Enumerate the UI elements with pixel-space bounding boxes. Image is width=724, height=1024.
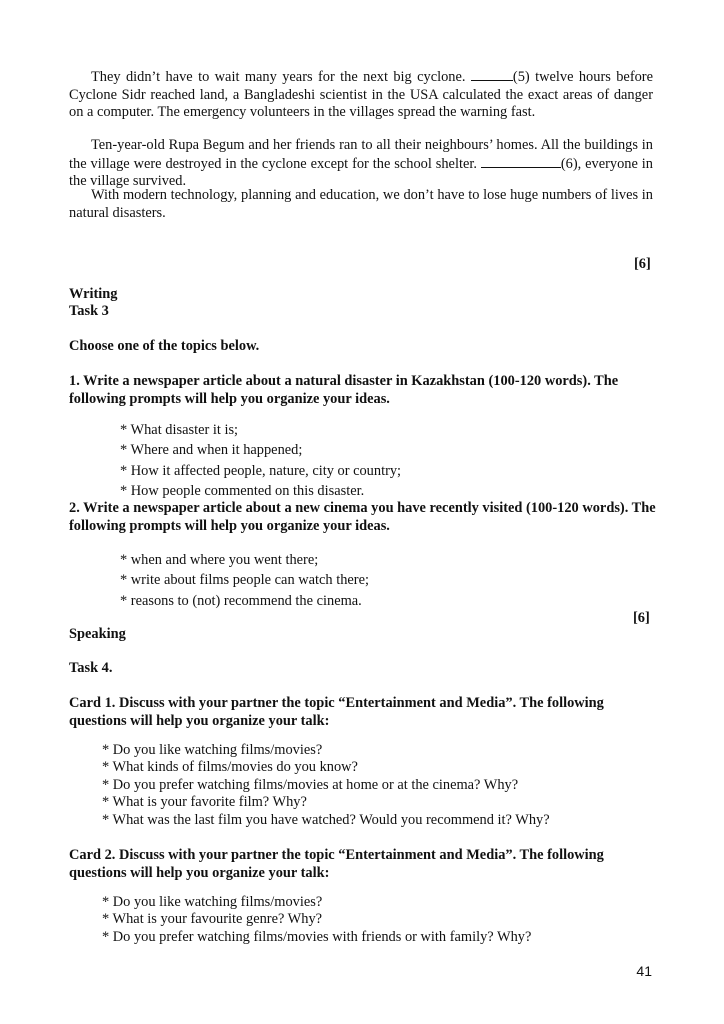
reading-paragraph-3 <box>69 187 653 222</box>
list-item: * What is your favorite film? Why? <box>102 794 307 811</box>
gap-5-blank <box>471 68 513 81</box>
para3-text: With modern technology, planning and education, we don’t have to lose huge numbers of lives in natural disasters. <box>69 187 653 221</box>
writing-mark: [6] <box>633 610 650 626</box>
writing-topic-1-prompt: 1. Write a newspaper article about a natural disaster in Kazakhstan (100-120 words). The following prompts will help you organize your ideas. <box>69 373 619 407</box>
list-item: * when and where you went there; <box>120 552 319 568</box>
list-item: * write about films people can watch there; <box>120 572 369 589</box>
page-number: 41 <box>636 963 652 979</box>
reading-paragraph-1 <box>69 68 653 122</box>
list-item: * What disaster it is; <box>120 422 239 438</box>
list-item: * Where and when it happened; <box>120 442 303 459</box>
para2-text-before: Ten-year-old Rupa Begum and her friends ran to all their neighbours’ homes. All the buildings in the village were destroyed in the cyclone except for the school shelter. <box>69 137 653 172</box>
list-item: * Do you prefer watching films/movies at home or at the cinema? Why? <box>102 776 519 793</box>
gap-6-blank <box>481 155 561 168</box>
writing-heading: Writing <box>69 286 118 302</box>
list-item: * What kinds of films/movies do you know? <box>102 759 358 776</box>
list-item: * What is your favourite genre? Why? <box>102 911 323 928</box>
list-item: * Do you like watching films/movies? <box>102 894 323 910</box>
list-item: * reasons to (not) recommend the cinema. <box>120 592 362 609</box>
para2-text-after: (6), everyone in the village survived. <box>69 155 653 189</box>
reading-mark: [6] <box>634 256 651 272</box>
writing-topic-2-prompt: 2. Write a newspaper article about a new cinema you have recently visited (100-120 words). The following prompts will help you organize your ideas. <box>69 500 656 534</box>
list-item: * How it affected people, nature, city or country; <box>120 462 402 479</box>
reading-paragraph-2 <box>69 137 653 191</box>
para1-text-after: (5) twelve hours before Cyclone Sidr reached land, a Bangladeshi scientist in the USA calculated the exact areas of danger on a computer. The emergency volunteers in the villages spread the warning fast. <box>69 69 653 120</box>
speaking-card-1-prompt: Card 1. Discuss with your partner the topic “Entertainment and Media”. The following questions will help you organize your talk: <box>69 695 604 729</box>
list-item: * Do you prefer watching films/movies with friends or with family? Why? <box>102 928 532 945</box>
list-item: * How people commented on this disaster. <box>120 483 365 500</box>
speaking-heading: Speaking <box>69 626 126 642</box>
writing-task-label: Task 3 <box>69 303 109 319</box>
speaking-card-1-bullets <box>102 742 550 829</box>
speaking-card-2-prompt: Card 2. Discuss with your partner the topic “Entertainment and Media”. The following questions will help you organize your talk: <box>69 847 604 881</box>
speaking-card-2-bullets <box>102 894 531 946</box>
writing-topic-1-bullets <box>120 420 401 502</box>
writing-topic-2-bullets <box>120 550 369 611</box>
list-item: * Do you like watching films/movies? <box>102 742 323 758</box>
speaking-task-label: Task 4. <box>69 660 113 676</box>
para1-text-before: They didn’t have to wait many years for the next big cyclone. <box>91 69 471 85</box>
list-item: * What was the last film you have watched? Would you recommend it? Why? <box>102 811 550 828</box>
writing-instruction: Choose one of the topics below. <box>69 338 260 354</box>
